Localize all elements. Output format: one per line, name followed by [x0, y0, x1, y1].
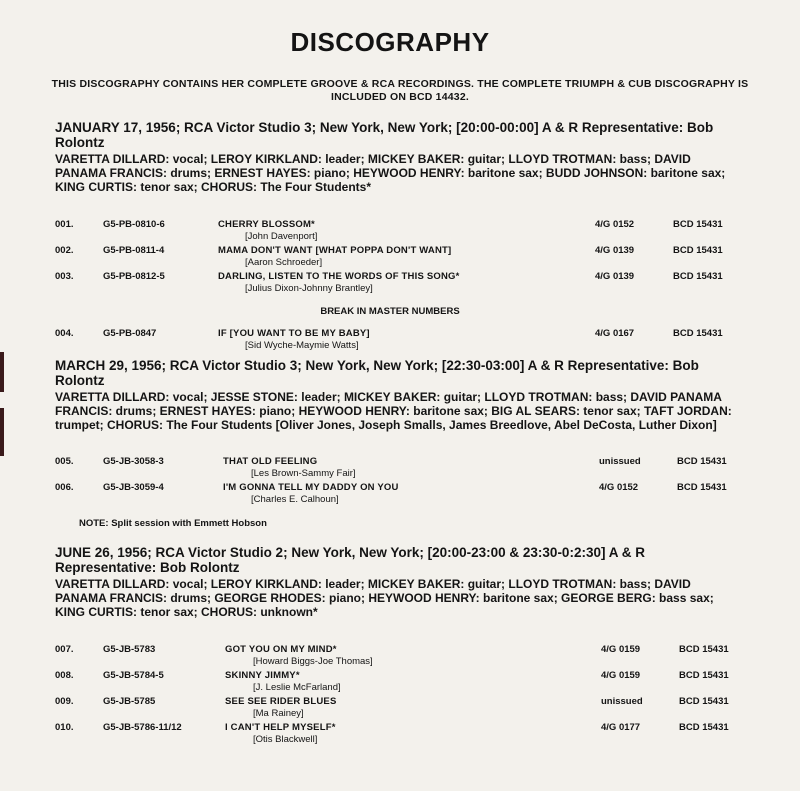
track-row: [55, 456, 745, 482]
track-row: [55, 482, 745, 508]
cd-number: BCD 15431: [679, 670, 729, 681]
track-number: 002.: [55, 245, 74, 256]
page-edge-mark: [0, 408, 4, 456]
session-march-1956: [55, 358, 745, 505]
songwriter: [Julius Dixon-Johnny Brantley]: [245, 283, 373, 294]
release-number: unissued: [601, 696, 643, 707]
song-title: GOT YOU ON MY MIND*: [225, 644, 337, 655]
song-title: THAT OLD FEELING: [223, 456, 318, 467]
song-title: I CAN'T HELP MYSELF*: [225, 722, 336, 733]
track-row: [55, 271, 745, 297]
song-title: DARLING, LISTEN TO THE WORDS OF THIS SONG*: [218, 271, 460, 282]
cd-number: BCD 15431: [679, 696, 729, 707]
release-number: 4/G 0139: [595, 271, 635, 282]
matrix-number: G5-PB-0810-6: [103, 219, 165, 230]
track-number: 005.: [55, 456, 74, 467]
track-number: 010.: [55, 722, 74, 733]
track-row: [55, 722, 745, 748]
track-number: 004.: [55, 328, 74, 339]
songwriter: [Sid Wyche-Maymie Watts]: [245, 340, 359, 351]
matrix-number: G5-JB-3059-4: [103, 482, 164, 493]
release-number: 4/G 0152: [599, 482, 639, 493]
matrix-number: G5-PB-0811-4: [103, 245, 165, 256]
track-number: 006.: [55, 482, 74, 493]
cd-number: BCD 15431: [677, 482, 727, 493]
cd-number: BCD 15431: [673, 219, 723, 230]
track-number: 008.: [55, 670, 74, 681]
cd-number: BCD 15431: [679, 722, 729, 733]
session-note: NOTE: Split session with Emmett Hobson: [79, 518, 267, 529]
cd-number: BCD 15431: [679, 644, 729, 655]
release-number: 4/G 0159: [601, 670, 641, 681]
song-title: IF [YOU WANT TO BE MY BABY]: [218, 328, 370, 339]
song-title: SEE SEE RIDER BLUES: [225, 696, 337, 707]
songwriter: [Ma Rainey]: [253, 708, 304, 719]
songwriter: [Les Brown-Sammy Fair]: [251, 468, 356, 479]
release-number: unissued: [599, 456, 641, 467]
songwriter: [Charles E. Calhoun]: [251, 494, 339, 505]
session-personnel: VARETTA DILLARD: vocal; LEROY KIRKLAND: leader; MICKEY BAKER: guitar; LLOYD TROTMAN: bass; DAVID PANAMA FRANCIS: drums; GEORGE RHODES: piano; HEYWOOD HENRY: baritone sax; GEORGE BERG: bass sax; KING CURTIS: tenor sax; CHORUS: unknown*: [55, 577, 714, 619]
session-january-1956: [55, 120, 745, 351]
cd-number: BCD 15431: [673, 271, 723, 282]
track-row: [55, 245, 745, 271]
intro-text: THIS DISCOGRAPHY CONTAINS HER COMPLETE GROOVE & RCA RECORDINGS. THE COMPLETE TRIUMPH & CUB DISCOGRAPHY IS INCLUDED ON BCD 14432.: [51, 78, 749, 103]
session-june-1956: [55, 545, 745, 745]
track-row: [55, 644, 745, 670]
matrix-number: G5-JB-5784-5: [103, 670, 164, 681]
songwriter: [John Davenport]: [245, 231, 318, 242]
matrix-number: G5-JB-5783: [103, 644, 156, 655]
songwriter: [Howard Biggs-Joe Thomas]: [253, 656, 373, 667]
track-number: 003.: [55, 271, 74, 282]
session-header: MARCH 29, 1956; RCA Victor Studio 3; New York, New York; [22:30-03:00] A & R Representative: Bob Rolontz: [55, 358, 699, 388]
release-number: 4/G 0159: [601, 644, 641, 655]
songwriter: [Otis Blackwell]: [253, 734, 318, 745]
release-number: 4/G 0139: [595, 245, 635, 256]
matrix-number: G5-JB-3058-3: [103, 456, 164, 467]
matrix-number: G5-PB-0847: [103, 328, 157, 339]
page-title: DISCOGRAPHY: [290, 27, 490, 57]
song-title: I'M GONNA TELL MY DADDY ON YOU: [223, 482, 399, 493]
track-number: 009.: [55, 696, 74, 707]
matrix-number: G5-JB-5785: [103, 696, 156, 707]
song-title: SKINNY JIMMY*: [225, 670, 300, 681]
session-personnel: VARETTA DILLARD: vocal; JESSE STONE: leader; MICKEY BAKER: guitar; LLOYD TROTMAN: bass; DAVID PANAMA FRANCIS: drums; ERNEST HAYES: piano; HEYWOOD HENRY: baritone sax; BIG AL SEARS: tenor sax; TAFT JORDAN: trumpet; CHORUS: The Four Students [Oliver Jones, Joseph Smalls, James Breedlove, Abel DeCosta, Luther Dixon]: [55, 390, 732, 432]
song-title: CHERRY BLOSSOM*: [218, 219, 315, 230]
matrix-number: G5-PB-0812-5: [103, 271, 165, 282]
session-header: JUNE 26, 1956; RCA Victor Studio 2; New York, New York; [20:00-23:00 & 23:30-0:2:30] A & R Representative: Bob Rolontz: [55, 545, 645, 575]
song-title: MAMA DON'T WANT [WHAT POPPA DON'T WANT]: [218, 245, 452, 256]
track-row: [55, 670, 745, 696]
track-row: [55, 219, 745, 245]
songwriter: [J. Leslie McFarland]: [253, 682, 341, 693]
matrix-number: G5-JB-5786-11/12: [103, 722, 182, 733]
release-number: 4/G 0167: [595, 328, 635, 339]
release-number: 4/G 0152: [595, 219, 635, 230]
page-edge-mark: [0, 352, 4, 392]
session-personnel: VARETTA DILLARD: vocal; LEROY KIRKLAND: leader; MICKEY BAKER: guitar; LLOYD TROTMAN: bass; DAVID PANAMA FRANCIS: drums; ERNEST HAYES: piano; HEYWOOD HENRY: baritone sax; BUDD JOHNSON: baritone sax; KING CURTIS: tenor sax; CHORUS: The Four Students*: [55, 152, 726, 194]
songwriter: [Aaron Schroeder]: [245, 257, 323, 268]
session-header: JANUARY 17, 1956; RCA Victor Studio 3; New York, New York; [20:00-00:00] A & R Representative: Bob Rolontz: [55, 120, 714, 150]
release-number: 4/G 0177: [601, 722, 641, 733]
break-in-master-numbers: BREAK IN MASTER NUMBERS: [320, 306, 460, 317]
cd-number: BCD 15431: [673, 328, 723, 339]
cd-number: BCD 15431: [673, 245, 723, 256]
track-number: 007.: [55, 644, 74, 655]
track-row: [55, 328, 745, 354]
cd-number: BCD 15431: [677, 456, 727, 467]
track-number: 001.: [55, 219, 74, 230]
track-row: [55, 696, 745, 722]
